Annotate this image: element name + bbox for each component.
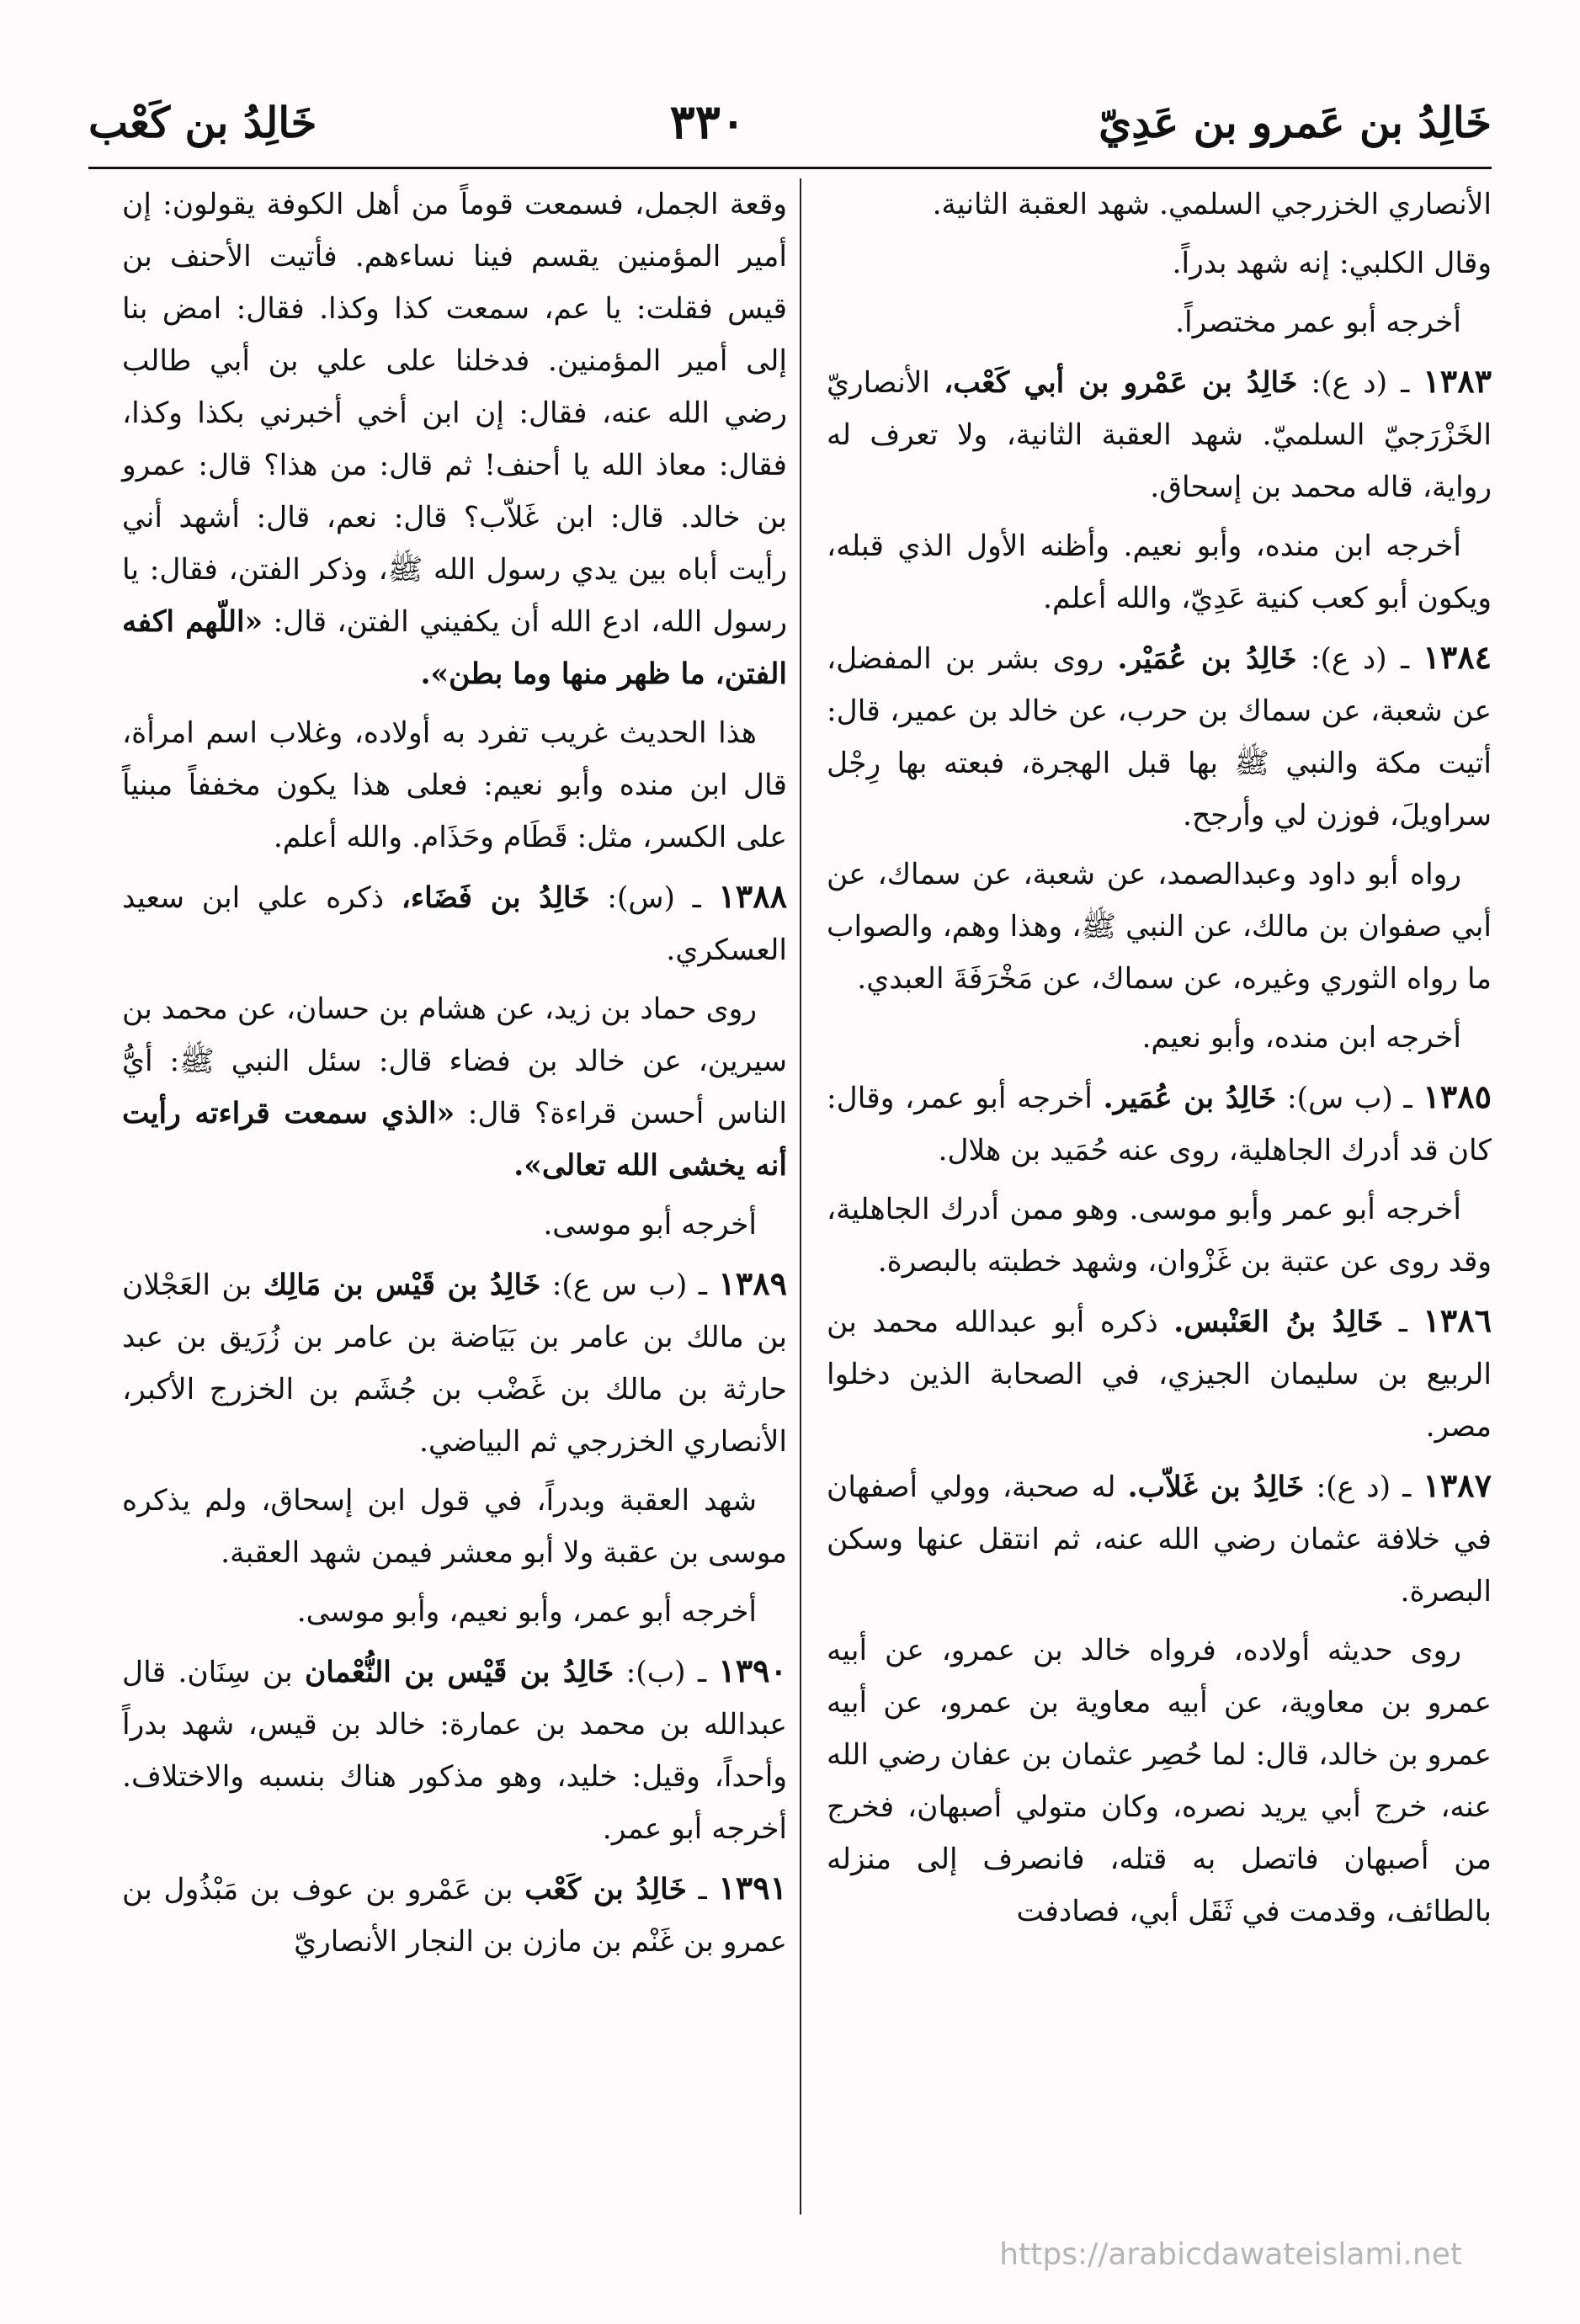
entry-number: ١٣٨٧ — [1423, 1466, 1492, 1504]
right-column — [827, 178, 1492, 1944]
biography-entry — [122, 1258, 787, 1468]
entry-text: ذكره أبو عبدالله محمد بن الربيع بن سليمان الجيزي، في الصحابة الذين دخلوا مصر. — [827, 1306, 1492, 1444]
paragraph — [827, 1625, 1492, 1938]
paragraph-text: روى حماد بن زيد، عن هشام بن حسان، عن محمد بن سيرين، عن خالد بن فضاء قال: سئل النبي ﷺ: أيُّ الناس أحسن قراءة؟ قال: — [122, 992, 788, 1130]
paragraph — [122, 1586, 787, 1638]
hadith-quote: «الذي سمعت قراءته رأيت أنه يخشى الله تعالى». — [122, 1097, 787, 1183]
entry-text: أخرجه أبو عمر، وقال: كان قد أدرك الجاهلية، روى عنه حُمَيد بن هلال. — [827, 1082, 1492, 1167]
entry-name: خَالِدُ بن قَيْس بن النُّعْمان — [304, 1656, 614, 1689]
entry-name: خَالِدُ بن عَمْرو بن أبي كَعْب، — [944, 366, 1298, 400]
paragraph-text: أخرجه أبو موسى. — [543, 1208, 757, 1242]
entry-number: ١٣٨٦ — [1423, 1301, 1492, 1339]
watermark-url: https://arabicdawateislami.net — [999, 2237, 1462, 2272]
paragraph-text: شهد العقبة وبدراً، في قول ابن إسحاق، ولم يذكره موسى بن عقبة ولا أبو معشر فيمن شهد العقبة. — [122, 1484, 787, 1570]
entry-name: خَالِدُ بن كَعْب — [524, 1873, 687, 1907]
entry-text: روى بشر بن المفضل، عن شعبة، عن سماك بن حرب، عن خالد بن عمير، قال: أتيت مكة والنبي ﷺ بها قبل الهجرة، فبعته بها رِجْل سراويلَ، فوزن لي وأرجح. — [827, 642, 1492, 832]
paragraph — [827, 848, 1492, 1005]
paragraph — [827, 1183, 1492, 1288]
entry-source-code: ـ (د ع): — [1316, 1470, 1412, 1504]
entry-number: ١٣٩٠ — [718, 1651, 787, 1689]
paragraph-text: أخرجه أبو عمر وأبو موسى. وهو ممن أدرك الجاهلية، وقد روى عن عتبة بن غَزْوان، وشهد خطبته بالبصرة. — [827, 1193, 1492, 1279]
biography-entry — [827, 355, 1492, 513]
biography-entry — [122, 1862, 787, 1968]
paragraph-text: وقعة الجمل، فسمعت قوماً من أهل الكوفة يقولون: إن أمير المؤمنين يقسم فينا نساءهم. فأتيت الأحنف بن قيس فقلت: يا عم، سمعت كذا وكذا. فقال: امض بنا إلى أمير المؤمنين. فدخلنا على علي بن أبي طالب رضي الله عنه، فقال: إن ابن أخي أخبرني بكذا وكذا، فقال: معاذ الله يا أحنف! ثم قال: من هذا؟ قال: عمرو بن خالد. قال: ابن غَلاّب؟ قال: نعم، قال: أشهد أني رأيت أباه بين يدي رسول الله ﷺ، وذكر الفتن، فقال: يا رسول الله، ادع الله أن يكفيني الفتن، قال: — [122, 188, 787, 639]
paragraph-text: أخرجه ابن منده، وأبو نعيم. وأظنه الأول الذي قبله، ويكون أبو كعب كنية عَدِيّ، والله أعلم. — [827, 529, 1492, 615]
entry-text: له صحبة، وولي أصفهان في خلافة عثمان رضي الله عنه، ثم انتقل عنها وسكن البصرة. — [827, 1470, 1492, 1609]
biography-entry — [122, 1645, 787, 1855]
entry-source-code: ـ (ب س): — [1287, 1082, 1412, 1115]
left-column — [122, 178, 787, 1975]
paragraph-text: أخرجه أبو عمر، وأبو نعيم، وأبو موسى. — [296, 1595, 757, 1629]
page-number: ٣٣٠ — [669, 94, 746, 150]
running-title-right: خَالِدُ بن عَمرو بن عَدِيّ — [1099, 97, 1492, 147]
entry-name: خَالِدُ بن عُمَيْر. — [1117, 642, 1297, 676]
paragraph — [827, 1012, 1492, 1064]
entry-text: بن عَمْرو بن عوف بن مَبْذُول بن عمرو بن غَنْم بن مازن بن النجار الأنصاريّ — [122, 1873, 787, 1959]
biography-entry — [827, 1071, 1492, 1177]
column-divider — [800, 178, 801, 2215]
entry-number: ١٣٨٣ — [1423, 362, 1492, 400]
header-rule — [88, 167, 1492, 169]
entry-source-code: ـ (ب): — [625, 1656, 707, 1689]
entry-source-code: ـ (ب س ع): — [551, 1268, 707, 1302]
entry-source-code: ـ — [1398, 1306, 1407, 1339]
entry-name: خَالِدُ بن غَلاّب. — [1127, 1470, 1305, 1504]
entry-text: الأنصاريّ الخَزْرَجيّ السلميّ. شهد العقبة الثانية، ولا تعرف له رواية، قاله محمد بن إسحاق. — [827, 366, 1492, 504]
hadith-quote: «اللّهم اكفه الفتن، ما ظهر منها وما بطن». — [122, 605, 787, 691]
paragraph-text: رواه أبو داود وعبدالصمد، عن شعبة، عن سماك، عن أبي صفوان بن مالك، عن النبي ﷺ، وهذا وهم، والصواب ما رواه الثوري وغيره، عن سماك، عن مَخْرَفَةَ العبدي. — [827, 858, 1492, 996]
running-title-left: خَالِدُ بن كَعْب — [88, 97, 317, 147]
entry-text: ذكره علي ابن سعيد العسكري. — [122, 881, 787, 967]
biography-entry — [827, 1295, 1492, 1453]
paragraph — [827, 520, 1492, 625]
paragraph-text: هذا الحديث غريب تفرد به أولاده، وغلاب اسم امرأة، قال ابن منده وأبو نعيم: فعلى هذا يكون مخففاً مبنياً على الكسر، مثل: قَطَام وحَذَام. والله أعلم. — [122, 716, 787, 854]
entry-name: خَالِدُ بن قَيْس بن مَالِك — [263, 1268, 541, 1302]
paragraph — [122, 1199, 787, 1251]
paragraph-text: وقال الكلبي: إنه شهد بدراً. — [1172, 247, 1492, 280]
entry-source-code: ـ (س): — [607, 881, 701, 915]
page-header — [88, 88, 1492, 156]
entry-text: بن العَجْلان بن مالك بن عامر بن بَيَاضة بن عامر بن زُرَيق بن عبد حارثة بن مالك بن غَضْب بن جُشَم بن الخزرج الأكبر، الأنصاري الخزرجي ثم البياضي. — [122, 1268, 787, 1459]
entry-name: خَالِدُ بن فَضَاء، — [401, 881, 590, 915]
paragraph — [122, 178, 787, 700]
paragraph-text: روى حديثه أولاده، فرواه خالد بن عمرو، عن أبيه عمرو بن معاوية، عن أبيه معاوية بن عمرو، عن أبيه عمرو بن خالد، قال: لما حُصِر عثمان بن عفان رضي الله عنه، خرج أبي يريد نصره، وكان متولي أصبهان، فخرج من أصبهان فاتصل به قتله، فانصرف إلى منزله بالطائف، وقدمت في ثَقَل أبي، فصادفت — [827, 1634, 1492, 1928]
entry-number: ١٣٨٩ — [718, 1264, 788, 1302]
entry-text: بن سِنَان. قال عبدالله بن محمد بن عمارة: خالد بن قيس، شهد بدراً وأحداً، وقيل: خليد، وهو مذكور هناك بنسبه والاختلاف. أخرجه أبو عمر. — [122, 1656, 787, 1846]
biography-entry — [122, 870, 787, 976]
entry-number: ١٣٨٨ — [718, 877, 788, 915]
entry-source-code: ـ (د ع): — [1311, 366, 1410, 400]
paragraph-text: أخرجه ابن منده، وأبو نعيم. — [1141, 1021, 1461, 1055]
paragraph — [122, 1475, 787, 1579]
entry-source-code: ـ (د ع): — [1310, 642, 1410, 676]
paragraph-text: الأنصاري الخزرجي السلمي. شهد العقبة الثانية. — [932, 188, 1492, 221]
entry-number: ١٣٨٤ — [1423, 638, 1492, 676]
entry-number: ١٣٩١ — [718, 1869, 788, 1907]
entry-name: خَالِدُ بنُ العَنْبس. — [1173, 1306, 1384, 1339]
biography-entry — [827, 1460, 1492, 1618]
entry-number: ١٣٨٥ — [1423, 1077, 1492, 1115]
paragraph — [827, 237, 1492, 290]
paragraph — [122, 983, 787, 1192]
entry-source-code: ـ — [698, 1873, 707, 1907]
paragraph-text: أخرجه أبو عمر مختصراً. — [1175, 306, 1461, 339]
biography-entry — [827, 631, 1492, 842]
paragraph — [122, 707, 787, 864]
entry-name: خَالِدُ بن عُمَير. — [1103, 1082, 1277, 1115]
paragraph — [827, 296, 1492, 348]
paragraph — [827, 178, 1492, 231]
